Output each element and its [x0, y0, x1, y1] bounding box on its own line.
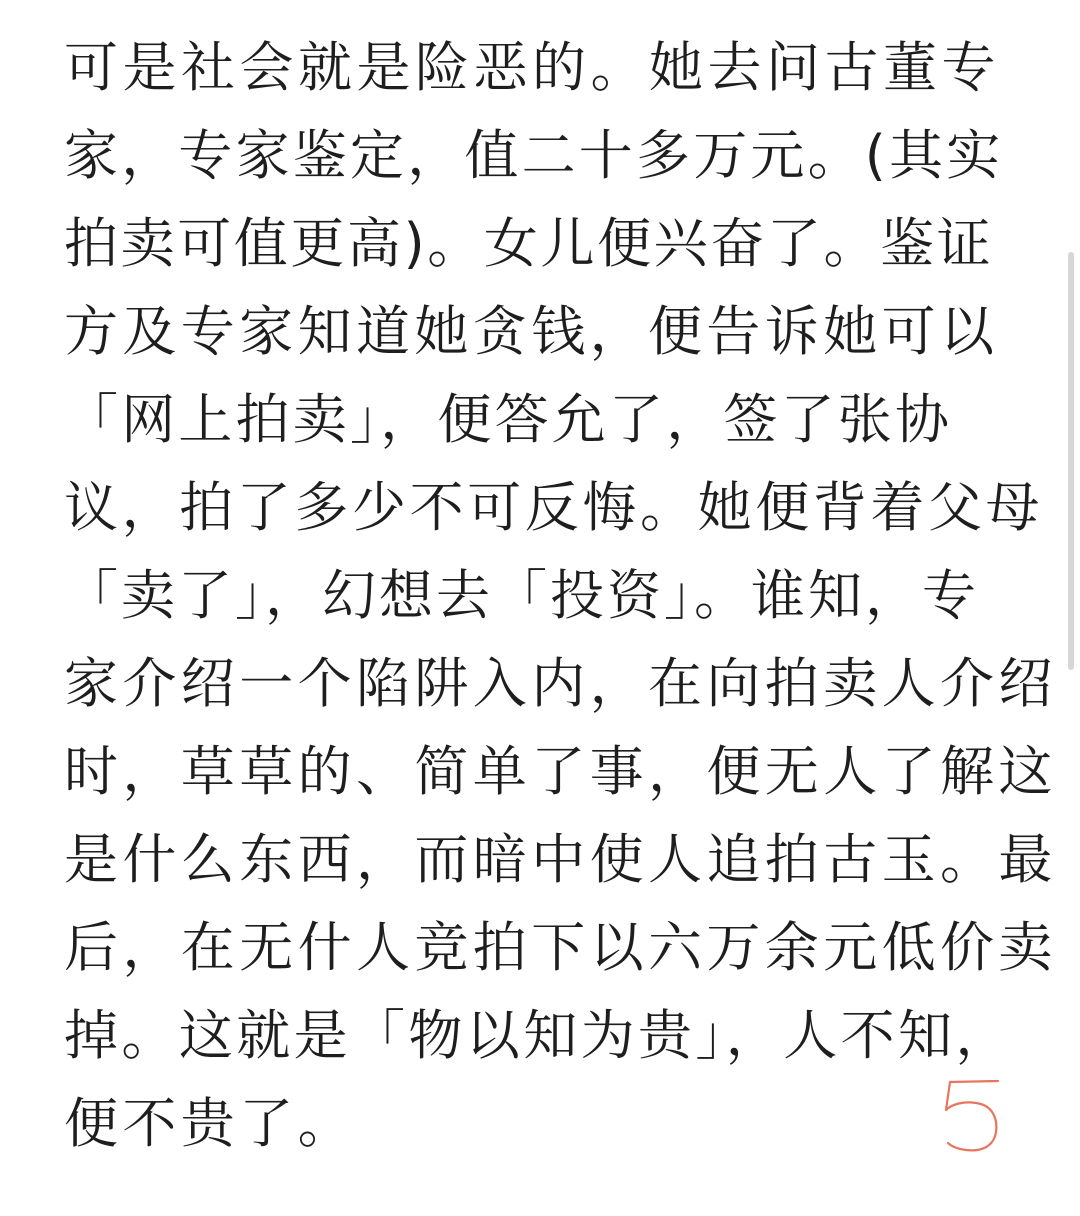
text-line: 后，在无什人竞拍下以六万余元低价卖 — [64, 916, 1057, 979]
text-line: 家介绍一个陷阱入内，在向拍卖人介绍 — [64, 652, 1057, 715]
handwritten-five-icon — [940, 1074, 1010, 1156]
text-line: 「网上拍卖」，便答允了，签了张协 — [64, 388, 953, 451]
text-line: 「卖了」，幻想去「投资」。谁知，专 — [64, 564, 979, 627]
scrollbar[interactable] — [1068, 252, 1074, 670]
text-line: 是什么东西，而暗中使人追拍古玉。最 — [64, 828, 1057, 891]
text-line: 家，专家鉴定，值二十多万元。(其实 — [64, 124, 1004, 187]
handwritten-page-number — [940, 1074, 1010, 1156]
text-line: 拍卖可值更高)。女儿便兴奋了。鉴证 — [64, 212, 994, 275]
text-line: 掉。这就是「物以知为贵」，人不知， — [64, 1004, 1013, 1067]
page-number-text — [1010, 1074, 1011, 1075]
text-line: 便不贵了。 — [64, 1092, 356, 1155]
text-line: 时，草草的、简单了事，便无人了解这 — [64, 740, 1057, 803]
text-line: 可是社会就是险恶的。她去问古董专 — [64, 36, 1000, 99]
text-line: 方及专家知道她贪钱，便告诉她可以 — [64, 300, 999, 363]
text-line: 议，拍了多少不可反悔。她便背着父母 — [64, 476, 1044, 539]
